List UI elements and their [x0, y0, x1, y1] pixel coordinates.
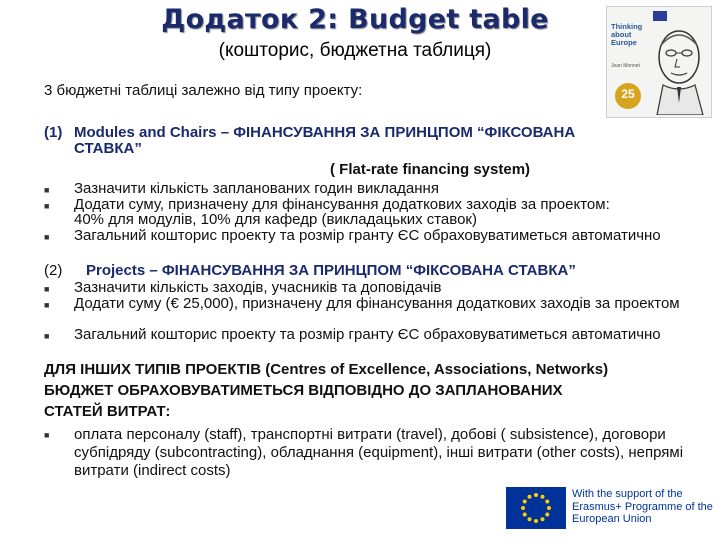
poster-small-text: Jean Monnet: [611, 63, 640, 69]
section2-bullet-3: Загальний кошторис проекту та розмір гранту ЄС обраховуватиметься автоматично: [74, 326, 661, 343]
section2-heading: Projects – ФІНАНСУВАННЯ ЗА ПРИНЦПОМ “ФІКСОВАНА СТАВКА”: [86, 262, 576, 279]
slide-title: Додаток 2: Budget table: [161, 4, 549, 35]
section1-bullet-3: Загальний кошторис проекту та розмір гранту ЄС обраховуватиметься автоматично: [74, 227, 661, 244]
bullet-square-icon: ■: [44, 201, 50, 211]
section1-bullet-2: Додати суму, призначену для фінансування додаткових заходів за проектом: 40% для модулів, 10% для кафедр (викладацьких ставок): [74, 196, 610, 228]
bullet-square-icon: ■: [44, 284, 50, 294]
section1-flat-rate: ( Flat-rate financing system): [330, 161, 531, 178]
section2-number: (2): [44, 262, 63, 279]
section2-bullet-2: Додати суму (€ 25,000), призначену для фінансування додаткових заходів за проектом: [74, 295, 680, 312]
bullet-square-icon: ■: [44, 331, 50, 341]
other-bullet: оплата персоналу (staff), транспортні витрати (travel), добові ( subsistence), договори субпідряду (subcontracting), обладнання (equipment), інші витрати (other costs), непрямі витрати (indirect costs): [74, 426, 684, 479]
eu-stars-icon: [506, 487, 566, 529]
poster-image: [606, 6, 712, 118]
eu-flag-icon: [653, 11, 667, 21]
other-line-3: СТАТЕЙ ВИТРАТ:: [44, 403, 171, 420]
anniversary-badge: 25: [615, 83, 641, 109]
eu-flag-logo-icon: [506, 487, 566, 529]
poster-title: Thinking about Europe: [611, 22, 643, 47]
other-line-2: БЮДЖЕТ ОБРАХОВУВАТИМЕТЬСЯ ВІДПОВІДНО ДО ЗАПЛАНОВАНИХ: [44, 382, 563, 399]
section1-heading-line1: Modules and Chairs – ФІНАНСУВАННЯ ЗА ПРИНЦПОМ “ФІКСОВАНА: [74, 124, 576, 141]
bullet-square-icon: ■: [44, 185, 50, 195]
bullet-square-icon: ■: [44, 300, 50, 310]
portrait-sketch-icon: [647, 23, 709, 115]
section1-heading-line2: СТАВКА”: [74, 140, 142, 157]
bullet-square-icon: ■: [44, 430, 50, 440]
slide-subtitle: (кошторис, бюджетна таблиця): [218, 40, 492, 61]
intro-text: 3 бюджетні таблиці залежно від типу проекту:: [44, 82, 363, 99]
section1-number: (1): [44, 124, 63, 141]
section1-bullet-1: Зазначити кількість запланованих годин викладання: [74, 180, 439, 197]
other-line-1: ДЛЯ ІНШИХ ТИПІВ ПРОЕКТІВ (Centres of Excellence, Associations, Networks): [44, 361, 609, 378]
bullet-square-icon: ■: [44, 232, 50, 242]
erasmus-support-text: With the support of the Erasmus+ Programme of the European Union: [572, 488, 713, 525]
section2-bullet-1: Зазначити кількість заходів, учасників та доповідачів: [74, 279, 442, 296]
